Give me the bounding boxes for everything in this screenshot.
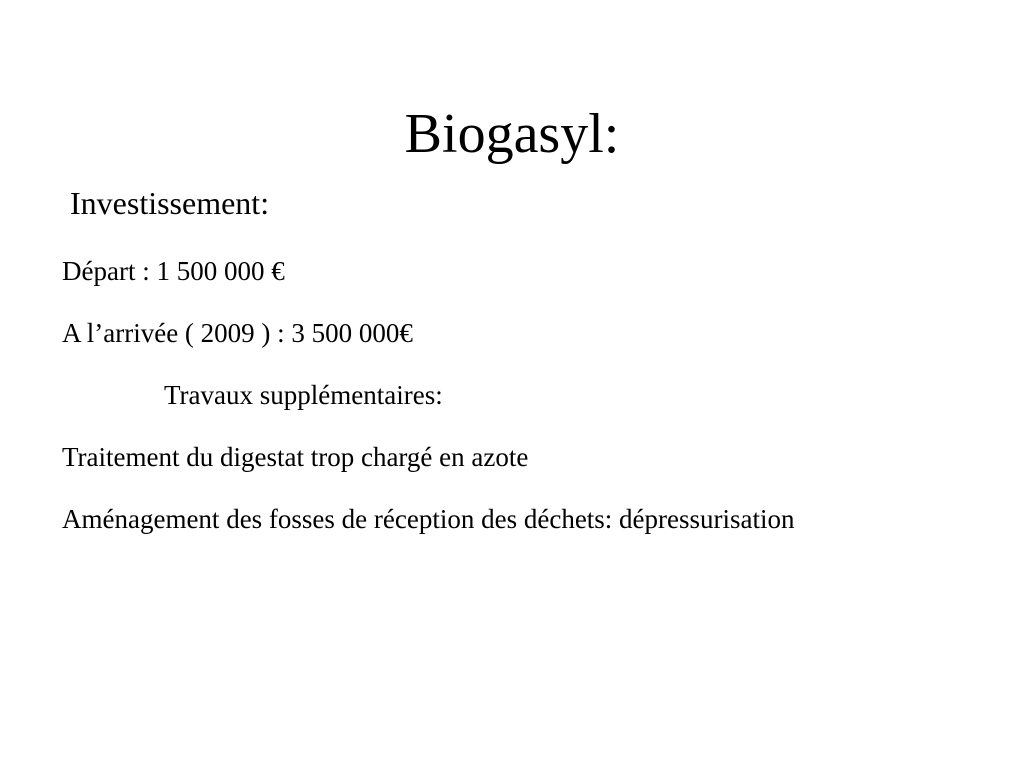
body-line-traitement: Traitement du digestat trop chargé en azote [62, 442, 529, 472]
body-line-travaux: Travaux supplémentaires: [164, 380, 443, 410]
slide-body [62, 254, 962, 564]
body-line-depart: Départ : 1 500 000 € [62, 256, 285, 286]
body-line-arrivee: A l’arrivée ( 2009 ) : 3 500 000€ [62, 318, 413, 348]
slide-subtitle: Investissement: [70, 185, 270, 221]
body-line-amenagement: Aménagement des fosses de réception des déchets: dépressurisation [62, 504, 795, 534]
slide-title: Biogasyl: [404, 103, 620, 165]
